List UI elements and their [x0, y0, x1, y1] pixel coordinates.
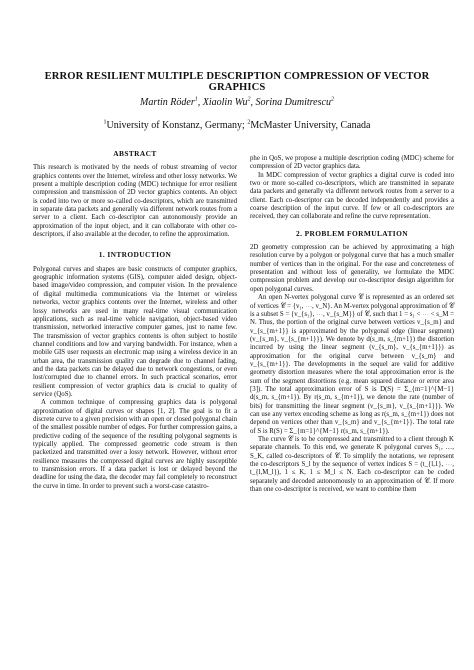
- introduction-paragraph: A common technique of compressing graphics data is polygonal approximation of digital curves or shapes [1, 2]. The goal is to fit a discrete curve to a given precision with an open or closed polygonal chain of the smallest possible number of edges. For further compression gains, a predictive coding of the sequence of the resulting polygonal segments is typically applied. The compressed geometric code stream is then packetized and transmitted over a lossy network. However, without error resilience measures the compressed digital curves are highly susceptible to transmission errors. If a data packet is lost or delayed beyond the deadline for using the data, the decoder may fail completely to reconstruct the curve in time. In order to prevent such a worst-case catastro-: [33, 399, 237, 490]
- co-descriptor-paragraph: The curve 𝒞 is to be compressed and transmitted to a client through K separate channels. To this end, we generate K polygonal curves S₁, …, S_K, called co-descriptors of 𝒞. To simplify the notations, we represent the co-descriptors S_l by the sequence of vertex indices S = (t_{l,1}, ⋯, t_{l,M_l}), 1 ≤ K, 1 ≤ M_l ≤ N. Each co-descriptor can be coded separately and decoded autonomously to an approximation of 𝒞. If more than one co-descriptor is received, we want to combine them: [250, 436, 454, 494]
- abstract-text: This research is motivated by the needs of robust streaming of vector graphics contents over the Internet, wireless and other lossy networks. We present a multiple description coding (MDC) technique for error resilient compression and transmission of 2D vector graphics contents. An object is coded into two or more so-called co-descriptors, which are transmitted in separate data packets and generally via different network routes from a server to a client. Each co-descriptor can autonomously provide an approximation of the input object, and it can collaborate with other co-descriptors, if also available at the decoder, to refine the approximation.: [33, 164, 237, 239]
- problem-formulation-heading: 2. PROBLEM FORMULATION: [296, 228, 408, 238]
- author-mark: 1: [194, 96, 198, 103]
- affiliation-text: McMaster University, Canada: [250, 120, 371, 131]
- introduction-heading: 1. INTRODUCTION: [98, 250, 172, 260]
- author-name: Sorina Dumitrescu: [255, 97, 331, 108]
- author-mark: 2: [247, 96, 251, 103]
- affiliation-mark: 1: [103, 119, 107, 126]
- abstract-heading: ABSTRACT: [113, 149, 157, 158]
- affiliation-mark: 2: [247, 119, 251, 126]
- polygonal-curve-paragraph: An open N-vertex polygonal curve 𝒞 is represented as an ordered set of vertices 𝒞 = {v₁, ⋯, v_N}. An M-vertex polygonal approximation of 𝒞 is a subset S = {v_{s₁}, ⋯, v_{s_M}} of 𝒞, such that 1 = s₁ < ⋯ < s_M = N. Thus, the portion of the original curve between vertices v_{s_m} and v_{s_{m+1}} is approximated by the polygonal edge (linear segment) (v_{s_m}, v_{s_{m+1}}). We denote by d(s_m, s_{m+1}) the distortion incurred by using the linear segment (v_{s_m}, v_{s_{m+1}}) as approximation for the original curve between v_{s_m} and v_{s_{m+1}}. The developments in the sequel are valid for additive geometry distortion measures where the total approximation error is the sum of the segment distortions (e.g. mean squared distance or error area [3]). The total approximation error of S is D(S) = Σ_{m=1}^{M−1} d(s_m, s_{m+1}). By r(s_m, s_{m+1}), we denote the rate (number of bits) for transmitting the linear segment (v_{s_m}, v_{s_{m+1}}). We can use any vertex encoding scheme as long as r(s_m, s_{m+1}) does not depend on vertices other than v_{s_m} and v_{s_{m+1}}. The total rate of S is R(S) = Σ_{m=1}^{M−1} r(s_m, s_{m+1}).: [250, 294, 454, 435]
- paper-title: ERROR RESILIENT MULTIPLE DESCRIPTION COMPRESSION OF VECTOR GRAPHICS: [44, 71, 430, 93]
- mdc-paragraph: In MDC compression of vector graphics a digital curve is coded into two or more so-called co-descriptors, which are transmitted in separate data packets and generally via different network routes from a server to a client. Each co-descriptor can be decoded independently and provides a coarse description of the input curve. If few or all co-descriptors are received, they can collaborate and refine the curve representation.: [250, 171, 454, 221]
- affiliation-line: [20, 120, 454, 131]
- author-name: Martin Röder: [140, 97, 195, 108]
- right-column: [250, 155, 454, 494]
- problem-paragraph: 2D geometry compression can be achieved by approximating a high resolution curve by a polygon or polygonal curve that has a much smaller number of vertices than in the original. For the ease and concreteness of presentation and without loss of generality, we formulate the MDC compression problem and develop our co-descriptor design algorithm for open polygonal curves.: [250, 244, 454, 293]
- continued-paragraph: phe in QoS, we propose a multiple description coding (MDC) scheme for compression of 2D vector graphics data.: [250, 155, 454, 171]
- author-mark: 2: [330, 96, 334, 103]
- author-line: Martin Röder$^1$, Xiaolin Wu$^2$, Sorina Dumitrescu$^2$: [140, 96, 334, 108]
- left-column: [33, 150, 237, 491]
- affiliation-text: University of Konstanz, Germany;: [106, 120, 245, 131]
- author-name: Xiaolin Wu: [202, 97, 248, 108]
- introduction-paragraph: Polygonal curves and shapes are basic constructs of computer graphics, geographic information systems (GIS), computer aided design, object-based image/video compression, and computer vision. In the prevalence of digital multimedia communications via the Internet or wireless networks, vector graphics contents over the Internet, wireless and other lossy networks are used in many real-time visual communication applications, such as real-time vehicle navigation, object-based video transmission, networked interactive computer games, just to name few. The transmission of vector graphics contents is often subject to hostile channel conditions and low and varying bandwidth. For instance, when a mobile GIS user requests an electronic map using a wireless device in an urban area, the transmission quality can degrade due to channel fading, and the data packets can be delayed due to network congestions, or even lost/corrupted due to channel errors. In such practical scenarios, error resilient compression of vector graphics data is crucial to quality of service (QoS).: [33, 265, 237, 398]
